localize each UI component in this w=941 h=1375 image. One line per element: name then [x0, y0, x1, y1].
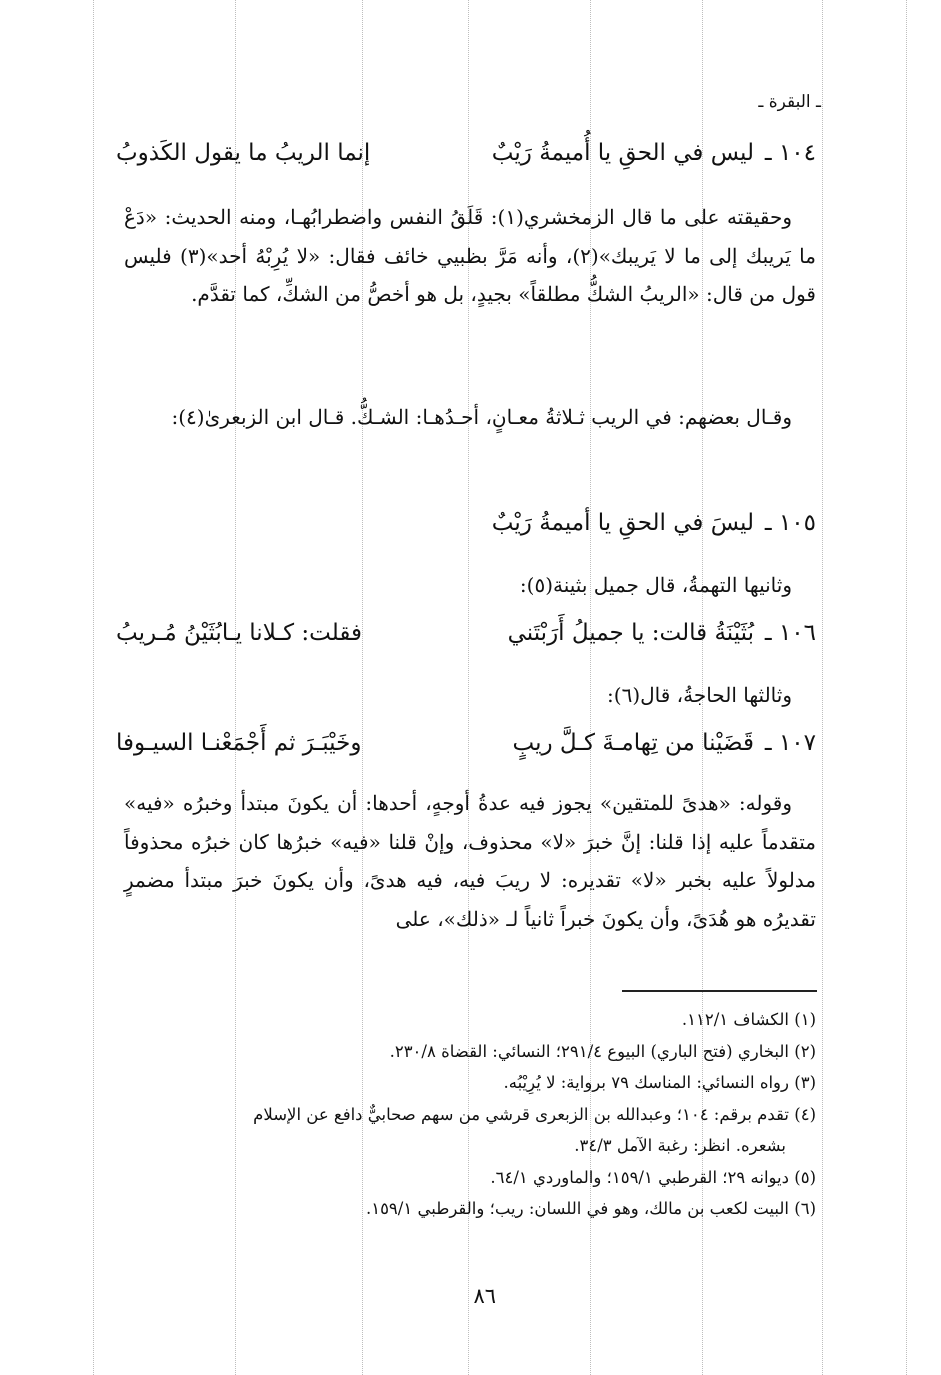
footnote: (٤) تقدم برقم: ١٠٤؛ وعبدالله بن الزبعرى قرشي من سهم صحابيٌّ دافع عن الإسلام [253, 1104, 816, 1124]
scan-guide-line [93, 0, 94, 1375]
scan-guide-line [906, 0, 907, 1375]
running-header: ـ البقرة ـ [758, 92, 821, 112]
verse-number: ١٠٥ ـ [764, 510, 816, 536]
paragraph-definition: وحقيقته على ما قال الزمخشري(١): قَلَقُ النفس واضطرابُهـا، ومنه الحديث: «دَعْ ما يَريبك إلى ما لا يَريبك»(٢)، وأنه مَرَّ بظبيي خائف فقال: «لا يُرِبْهُ أحد»(٣) فليس قول من قال: «الريبُ الشكُّ مطلقاً» بجيدٍ، بل هو أخصُّ من الشكِّ، كما تقدَّم. [124, 205, 816, 306]
paragraph-third-meaning: وثالثها الحاجةُ، قال(٦): [607, 683, 792, 707]
footnote-separator [622, 990, 817, 992]
verse-first-hemistich: ليس في الحقِ يا أُميمةُ رَيْبٌ [491, 140, 754, 166]
verse-first-hemistich: بُثَيْنَةُ قالت: يا جميلُ أَرَبْتَني [507, 620, 754, 646]
verse-first-hemistich: ليسَ في الحقِ يا أميمةُ رَيْبٌ [491, 510, 754, 536]
verse-104 [116, 140, 816, 166]
paragraph-second-meaning: وثانيها التهمةُ، قال جميل بثينة(٥): [519, 573, 792, 597]
scan-guide-line [822, 0, 823, 1375]
paragraph-huda: وقوله: «هدىً للمتقين» يجوز فيه عدةُ أوجهٍ، أحدها: أن يكونَ مبتدأ وخبرُه «فيه» متقدماً عليه إذا قلنا: إنَّ خبرَ «لا» محذوف، وإنْ قلنا «فيه» خبرُها كان خبرُه محذوفاً مدلولاً عليه بخبر «لا» تقديره: لا ريبَ فيه، فيه هدىً، وأن يكونَ خبرَ مبتدأ مضمرٍ تقديرُه هو هُدَىً، وأن يكونَ خبراً ثانياً لـ «ذلك»، على [124, 791, 816, 931]
footnote: (٥) ديوانه ٢٩؛ القرطبي ١٥٩/١؛ والماوردي ٦٤/١. [490, 1167, 816, 1187]
footnote: (٣) رواه النسائي: المناسك ٧٩ برواية: لا يُرِيْبُه. [503, 1073, 816, 1092]
page-number: ٨٦ [473, 1284, 496, 1308]
footnote-continuation: بشعره. انظر: رغبة الآمل ٣٤/٣. [574, 1136, 786, 1155]
verse-second-hemistich: فقلت: كـلانا يـابُثَيْنُ مُـريبُ [116, 620, 363, 646]
footnote: (١) الكشاف ١١٢/١. [681, 1010, 816, 1029]
footnotes [116, 1004, 816, 1225]
verse-106 [116, 620, 816, 646]
verse-105 [116, 510, 816, 536]
paragraph-meanings: وقـال بعضهم: في الريب ثـلاثةُ معـانٍ، أحـدُهـا: الشـكُّ. قـال ابن الزبعرىٰ(٤): [171, 405, 792, 429]
verse-number: ١٠٧ ـ [764, 730, 816, 756]
verse-second-hemistich: إنما الريبُ ما يقول الكَذوبُ [116, 140, 371, 166]
verse-second-hemistich: وخَيْبَـرَ ثم أَجْمَعْنـا السيـوفا [116, 730, 362, 756]
verse-first-hemistich: قَضَيْنا من تِهامـةَ كـلَّ ريبٍ [512, 730, 754, 756]
verse-number: ١٠٦ ـ [764, 620, 816, 646]
footnote: (٢) البخاري (فتح الباري) البيوع ٢٩١/٤؛ النسائي: القضاة ٢٣٠/٨. [389, 1041, 816, 1061]
verse-number: ١٠٤ ـ [764, 140, 816, 166]
footnote: (٦) البيت لكعب بن مالك، وهو في اللسان: ريب؛ والقرطبي ١٥٩/١. [365, 1199, 816, 1218]
verse-107 [116, 730, 816, 756]
